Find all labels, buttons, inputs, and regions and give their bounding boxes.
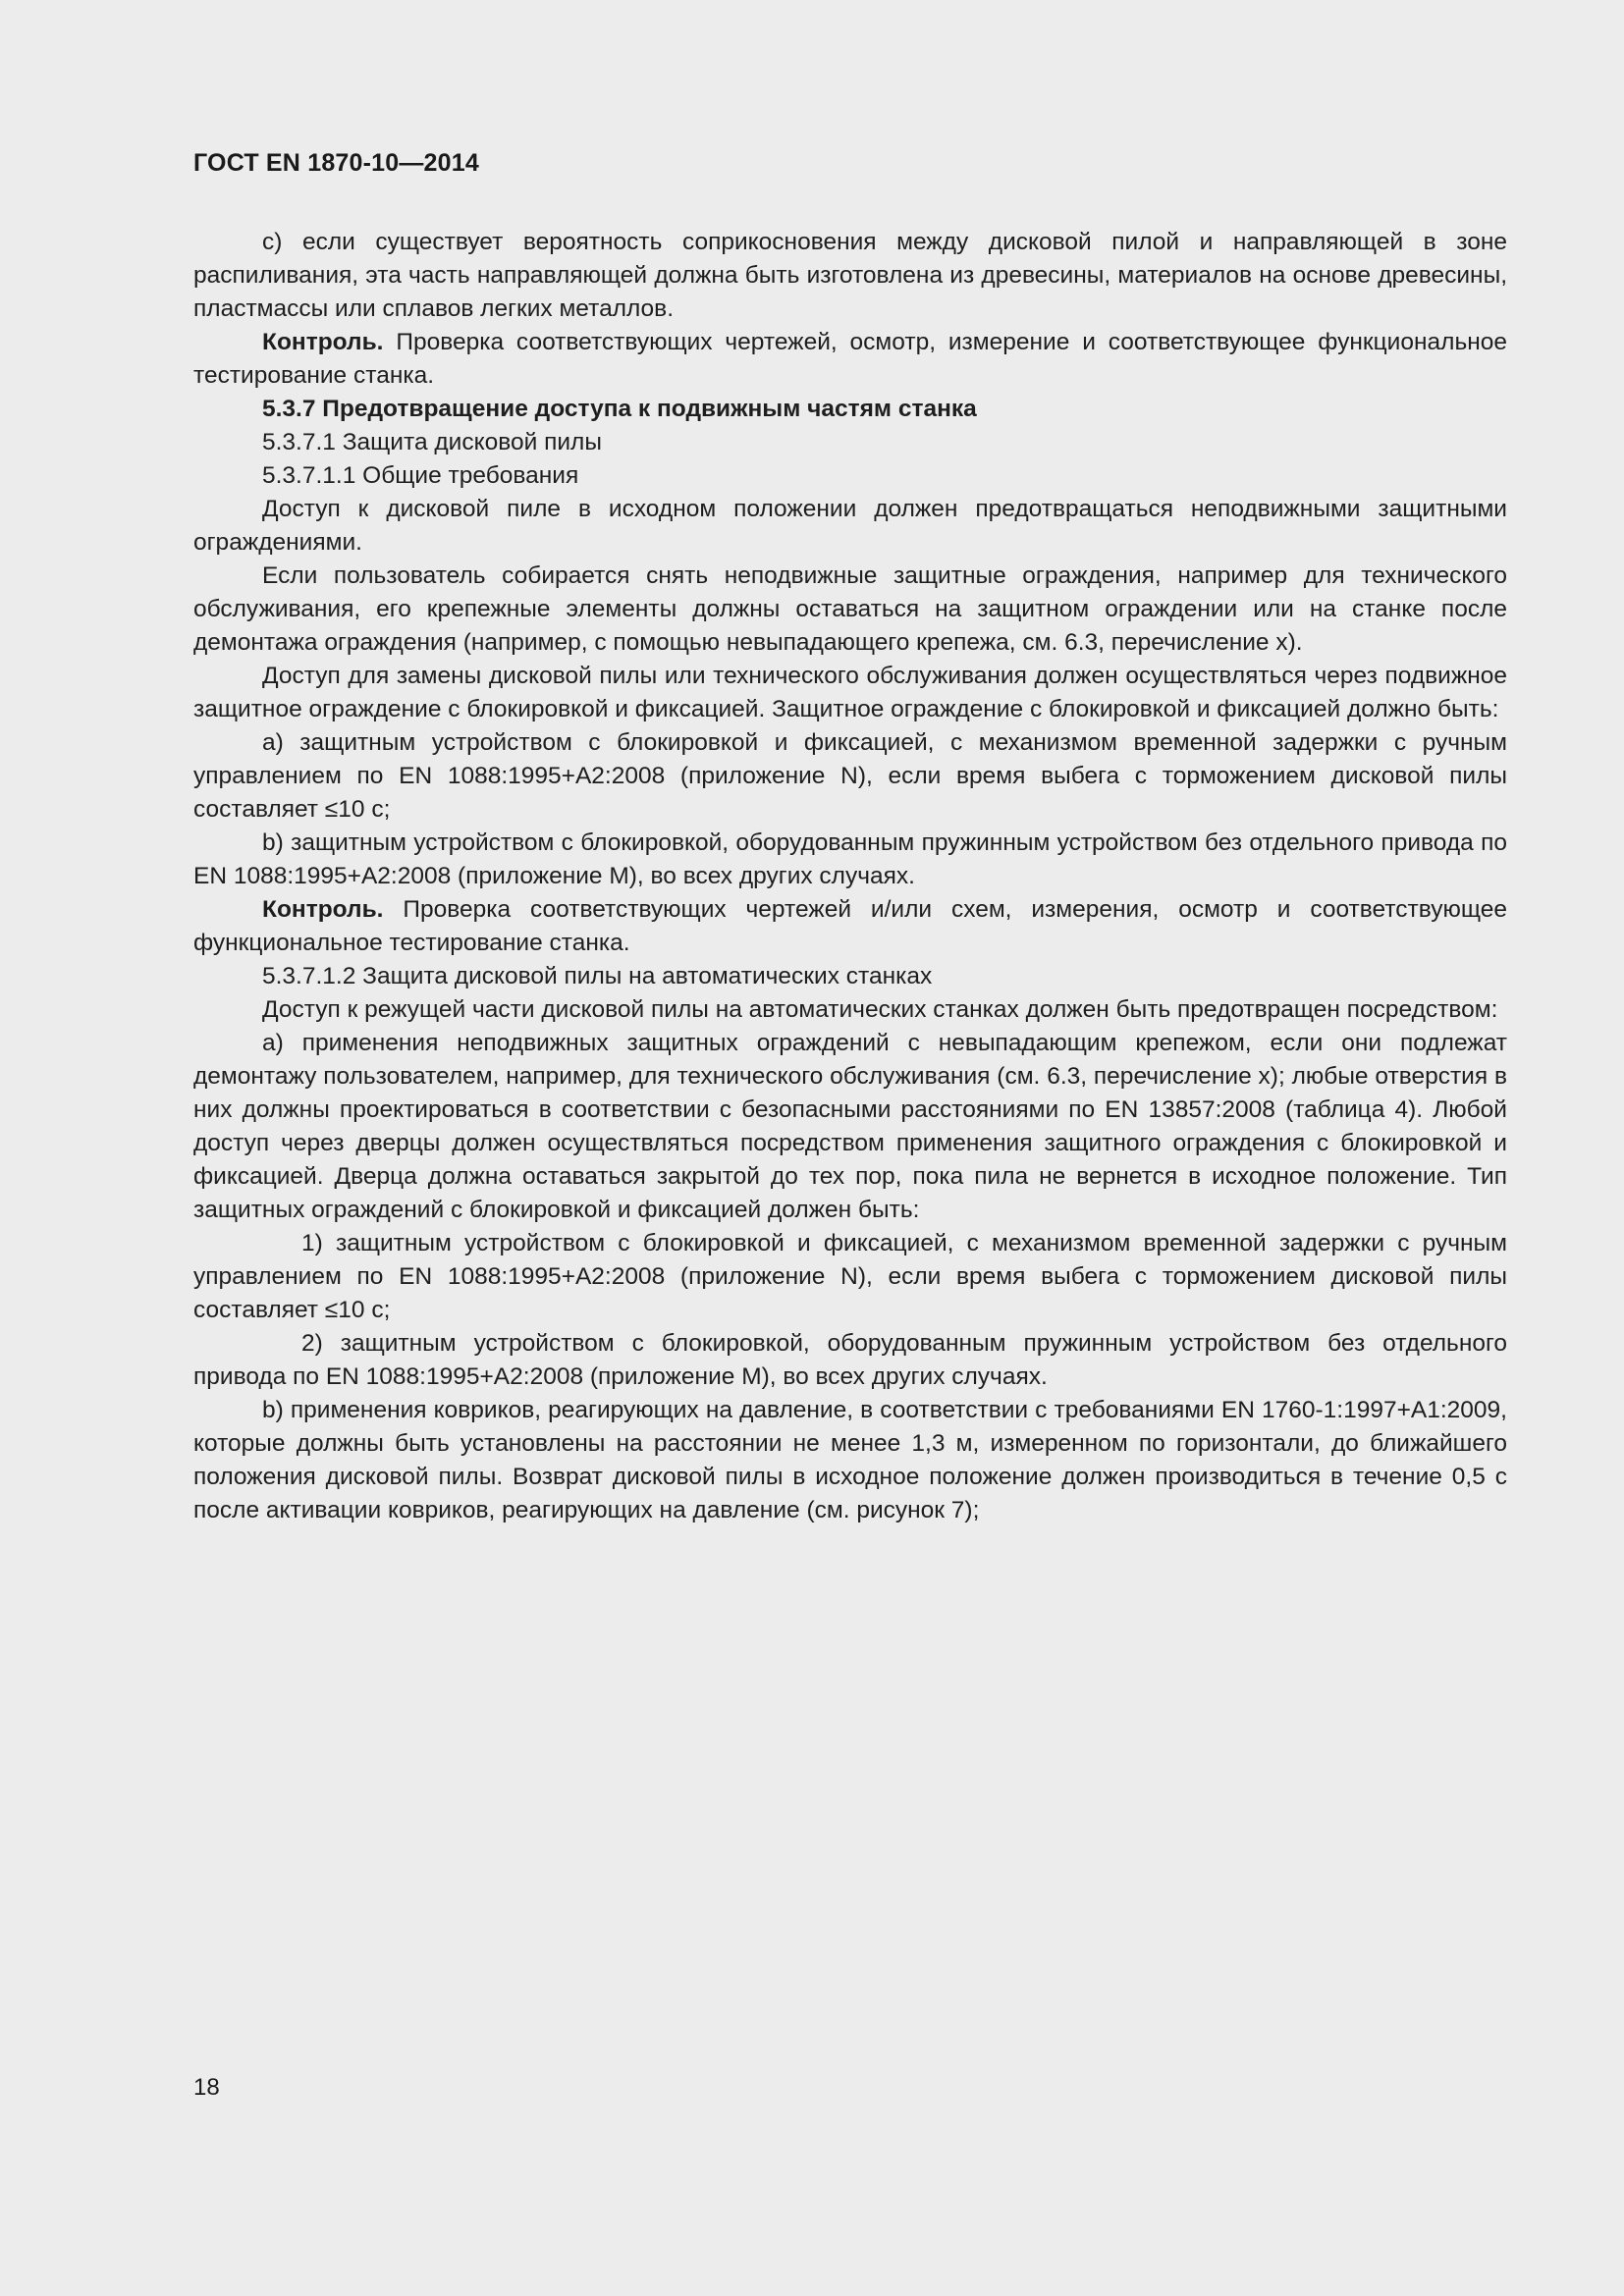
paragraph-item-b: b) защитным устройством с блокировкой, оборудованным пружинным устройством без отдельного привода по EN 1088:1995+A2:2008 (приложение М), во всех других случаях. xyxy=(193,829,1507,889)
section-heading-5-3-7: 5.3.7 Предотвращение доступа к подвижным частям станка xyxy=(262,396,977,422)
control-text: Проверка соответствующих чертежей и/или схем, измерения, осмотр и соответствующее функциональное тестирование станка. xyxy=(193,896,1507,956)
paragraph-movable-guard: Доступ для замены дисковой пилы или технического обслуживания должен осуществляться через подвижное защитное ограждение с блокировкой и фиксацией. Защитное ограждение с блокировкой и фиксацией должно быть: xyxy=(193,663,1507,722)
page-number: 18 xyxy=(193,2074,220,2101)
paragraph-item-a: а) защитным устройством с блокировкой и фиксацией, с механизмом временной задержки с ручным управлением по EN 1088:1995+A2:2008 (приложение N), если время выбега с торможением дисковой пилы составляет ≤10 с; xyxy=(193,729,1507,823)
paragraph-auto-item-a: а) применения неподвижных защитных ограждений с невыпадающим крепежом, если они подлежат демонтажу пользователем, например, для технического обслуживания (см. 6.3, перечисление х); любые отверстия в них должны проектироваться в соответствии с безопасными расстояниями по EN 13857:2008 (таблица 4). Любой доступ через дверцы должен осуществляться посредством применения защитного ограждения с блокировкой и фиксацией. Дверца должна оставаться закрытой до тех пор, пока пила не вернется в исходное положение. Тип защитных ограждений с блокировкой и фиксацией должен быть: xyxy=(193,1030,1507,1223)
paragraph-control-1 xyxy=(193,326,1507,393)
paragraph-access-fixed-guards: Доступ к дисковой пиле в исходном положении должен предотвращаться неподвижными защитными ограждениями. xyxy=(193,496,1507,556)
paragraph-auto-item-2: 2) защитным устройством с блокировкой, оборудованным пружинным устройством без отдельного привода по EN 1088:1995+A2:2008 (приложение М), во всех других случаях. xyxy=(193,1330,1507,1390)
paragraph-automatic-machines: Доступ к режущей части дисковой пилы на автоматических станках должен быть предотвращен посредством: xyxy=(262,996,1498,1023)
control-text: Проверка соответствующих чертежей, осмотр, измерение и соответствующее функциональное тестирование станка. xyxy=(193,329,1507,389)
paragraph-control-2 xyxy=(193,893,1507,960)
subsection-heading-5-3-7-1-2: 5.3.7.1.2 Защита дисковой пилы на автоматических станках xyxy=(262,963,933,989)
paragraph-item-c: с) если существует вероятность соприкосновения между дисковой пилой и направляющей в зоне распиливания, эта часть направляющей должна быть изготовлена из древесины, материалов на основе древесины, пластмассы или сплавов легких металлов. xyxy=(193,229,1507,322)
paragraph-auto-item-b: b) применения ковриков, реагирующих на давление, в соответствии с требованиями EN 1760-1:1997+A1:2009, которые должны быть установлены на расстоянии не менее 1,3 м, измеренном по горизонтали, до ближайшего положения дисковой пилы. Возврат дисковой пилы в исходное положение должен производиться в течение 0,5 с после активации ковриков, реагирующих на давление (см. рисунок 7); xyxy=(193,1397,1507,1523)
paragraph-removal-fasteners: Если пользователь собирается снять неподвижные защитные ограждения, например для технического обслуживания, его крепежные элементы должны оставаться на защитном ограждении или на станке после демонтажа ограждения (например, с помощью невыпадающего крепежа, см. 6.3, перечисление х). xyxy=(193,562,1507,656)
document-header: ГОСТ EN 1870-10—2014 xyxy=(193,149,479,177)
paragraph-auto-item-1: 1) защитным устройством с блокировкой и фиксацией, с механизмом временной задержки с ручным управлением по EN 1088:1995+A2:2008 (приложение N), если время выбега с торможением дисковой пилы составляет ≤10 с; xyxy=(193,1230,1507,1323)
control-label: Контроль. xyxy=(262,329,384,355)
subsection-heading-5-3-7-1: 5.3.7.1 Защита дисковой пилы xyxy=(262,429,602,455)
document-body xyxy=(193,226,1507,1527)
control-label: Контроль. xyxy=(262,896,384,923)
subsection-heading-5-3-7-1-1: 5.3.7.1.1 Общие требования xyxy=(262,462,579,489)
